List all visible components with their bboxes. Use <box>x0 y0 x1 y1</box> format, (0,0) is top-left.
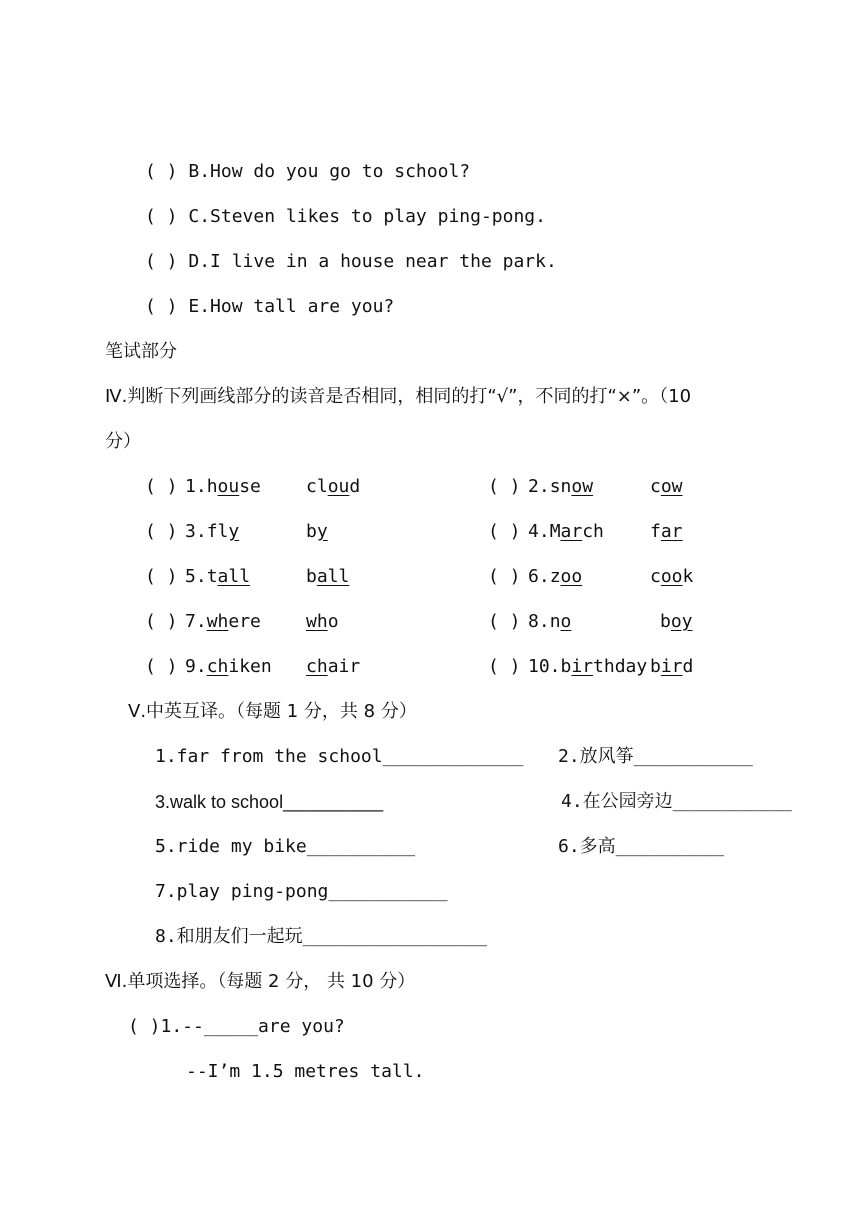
word-2 <box>306 521 328 542</box>
answer-paren[interactable]: ( ) <box>488 566 521 587</box>
translation-item-2[interactable]: 2.放风筝___________ <box>558 746 753 767</box>
translation-item-3[interactable]: 3.walk to school__________ <box>155 792 384 812</box>
section-5-title: Ⅴ.中英互译。（每题 1 分，共 8 分） <box>128 701 417 722</box>
phonics-item-word1 <box>528 475 593 499</box>
option-d <box>145 250 557 274</box>
translation-item-7[interactable]: 7.play ping-pong___________ <box>155 881 448 902</box>
item-number: 3. <box>185 521 207 542</box>
phonics-item-word1 <box>185 520 239 544</box>
translation-item-5[interactable]: 5.ride my bike__________ <box>155 836 416 857</box>
underlined-letters: oo <box>660 566 683 587</box>
word-part: d <box>682 656 694 677</box>
phonics-item-word2 <box>306 475 360 499</box>
word-1 <box>207 611 261 632</box>
item-number: 9. <box>185 656 207 677</box>
word-1 <box>207 521 240 542</box>
word-part: b <box>650 656 661 677</box>
translation-item-1[interactable]: 1.far from the school_____________ <box>155 746 524 767</box>
phonics-item-word2 <box>650 565 693 589</box>
word-1 <box>550 521 604 542</box>
word-2 <box>650 566 693 587</box>
section-4-title: Ⅳ.判断下列画线部分的读音是否相同，相同的打“√”，不同的打“×”。（10 <box>105 386 692 407</box>
word-part: c <box>650 566 661 587</box>
word-part: M <box>549 521 561 542</box>
word-part: n <box>549 611 561 632</box>
answer-paren[interactable]: ( ) <box>145 611 178 632</box>
word-part: d <box>349 476 361 497</box>
phonics-item-word2 <box>306 520 328 544</box>
word-part: se <box>239 476 261 497</box>
word-part: fl <box>206 521 229 542</box>
option-text: E.How tall are you? <box>188 296 395 317</box>
underlined-letters: ow <box>660 476 683 497</box>
word-2 <box>306 656 360 677</box>
underlined-letters: wh <box>306 611 328 632</box>
item-number: 6. <box>528 566 550 587</box>
word-part: o <box>327 611 339 632</box>
mc-question-1[interactable]: ( )1.--_____are you? <box>128 1016 345 1037</box>
option-e <box>145 295 394 319</box>
phonics-item-word2 <box>306 610 339 634</box>
phonics-item-word2 <box>650 475 683 499</box>
underlined-letters: ow <box>571 476 594 497</box>
answer-paren[interactable]: ( ) <box>145 476 178 497</box>
phonics-item-word1 <box>185 565 250 589</box>
answer-paren: ( ) <box>145 296 178 317</box>
word-part: iken <box>228 656 272 677</box>
word-1 <box>207 476 261 497</box>
underlined-letters: y <box>316 521 328 542</box>
phonics-item-word1 <box>185 610 261 634</box>
phonics-item-word1 <box>528 520 604 544</box>
option-text: B.How do you go to school? <box>188 161 471 182</box>
word-part: sn <box>549 476 572 497</box>
word-1 <box>207 656 272 677</box>
translation-item-4[interactable]: 4.在公园旁边___________ <box>561 791 792 812</box>
underlined-letters: wh <box>206 611 229 632</box>
underlined-letters: ou <box>217 476 240 497</box>
item-number: 8. <box>528 611 550 632</box>
word-1 <box>550 566 583 587</box>
word-part: b <box>660 611 671 632</box>
answer-paren[interactable]: ( ) <box>145 656 178 677</box>
option-text: C.Steven likes to play ping-pong. <box>188 206 546 227</box>
word-part: h <box>206 476 218 497</box>
underlined-letters: ar <box>660 521 683 542</box>
word-part: cl <box>306 476 328 497</box>
underlined-letters: all <box>217 566 251 587</box>
answer-paren[interactable]: ( ) <box>488 476 521 497</box>
word-part: air <box>327 656 361 677</box>
word-2 <box>660 611 693 632</box>
word-2 <box>306 611 339 632</box>
word-1 <box>207 566 250 587</box>
word-1 <box>550 476 593 497</box>
answer-paren[interactable]: ( ) <box>488 521 521 542</box>
answer-paren: ( ) <box>145 251 178 272</box>
underlined-letters: ch <box>206 656 229 677</box>
word-part: b <box>306 521 317 542</box>
word-part: b <box>306 566 317 587</box>
item-number: 1. <box>185 476 207 497</box>
translation-item-8[interactable]: 8.和朋友们一起玩_________________ <box>155 926 487 947</box>
word-part: thday <box>593 656 648 677</box>
answer-paren[interactable]: ( ) <box>488 611 521 632</box>
underlined-letters: ch <box>306 656 328 677</box>
answer-paren: ( ) <box>145 206 178 227</box>
underlined-letters: all <box>316 566 350 587</box>
phonics-item-word1 <box>185 655 272 679</box>
option-b <box>145 160 470 184</box>
item-number: 7. <box>185 611 207 632</box>
word-1 <box>550 611 572 632</box>
mc-question-1-answer: --I’m 1.5 metres tall. <box>186 1061 425 1082</box>
word-2 <box>306 566 349 587</box>
word-2 <box>650 521 683 542</box>
phonics-item-word1 <box>528 610 571 634</box>
word-part: t <box>206 566 218 587</box>
phonics-item-word1 <box>528 655 647 679</box>
word-2 <box>650 476 683 497</box>
phonics-item-word1 <box>528 565 582 589</box>
answer-paren[interactable]: ( ) <box>488 656 521 677</box>
item-number: 2. <box>528 476 550 497</box>
underlined-letters: ir <box>660 656 683 677</box>
underlined-letters: y <box>228 521 240 542</box>
answer-paren[interactable]: ( ) <box>145 521 178 542</box>
phonics-item-word2 <box>306 565 349 589</box>
answer-paren: ( ) <box>145 161 178 182</box>
option-text: D.I live in a house near the park. <box>188 251 557 272</box>
underlined-letters: ir <box>571 656 594 677</box>
word-part: b <box>560 656 572 677</box>
underlined-letters: o <box>560 611 572 632</box>
item-number: 4. <box>528 521 550 542</box>
answer-paren[interactable]: ( ) <box>145 566 178 587</box>
item-number: 5. <box>185 566 207 587</box>
translation-item-6[interactable]: 6.多高__________ <box>558 836 725 857</box>
option-c <box>145 205 546 229</box>
underlined-letters: ar <box>560 521 583 542</box>
word-part: c <box>650 476 661 497</box>
word-part: ere <box>228 611 261 632</box>
word-2 <box>306 476 360 497</box>
word-2 <box>650 656 693 677</box>
phonics-item-word1 <box>185 475 261 499</box>
word-part: f <box>650 521 661 542</box>
item-number: 10. <box>528 656 561 677</box>
word-part: k <box>682 566 694 587</box>
word-1 <box>561 656 648 677</box>
word-part: ch <box>582 521 604 542</box>
written-section-heading: 笔试部分 <box>105 341 177 362</box>
underlined-letters: ou <box>327 476 350 497</box>
phonics-item-word2 <box>660 610 693 634</box>
underlined-letters: oo <box>560 566 583 587</box>
phonics-item-word2 <box>650 655 693 679</box>
phonics-item-word2 <box>650 520 683 544</box>
underlined-letters: oy <box>670 611 693 632</box>
phonics-item-word2 <box>306 655 360 679</box>
section-4-title-cont: 分） <box>105 431 141 452</box>
section-6-title: Ⅵ.单项选择。（每题 2 分， 共 10 分） <box>105 971 416 992</box>
word-part: z <box>549 566 561 587</box>
